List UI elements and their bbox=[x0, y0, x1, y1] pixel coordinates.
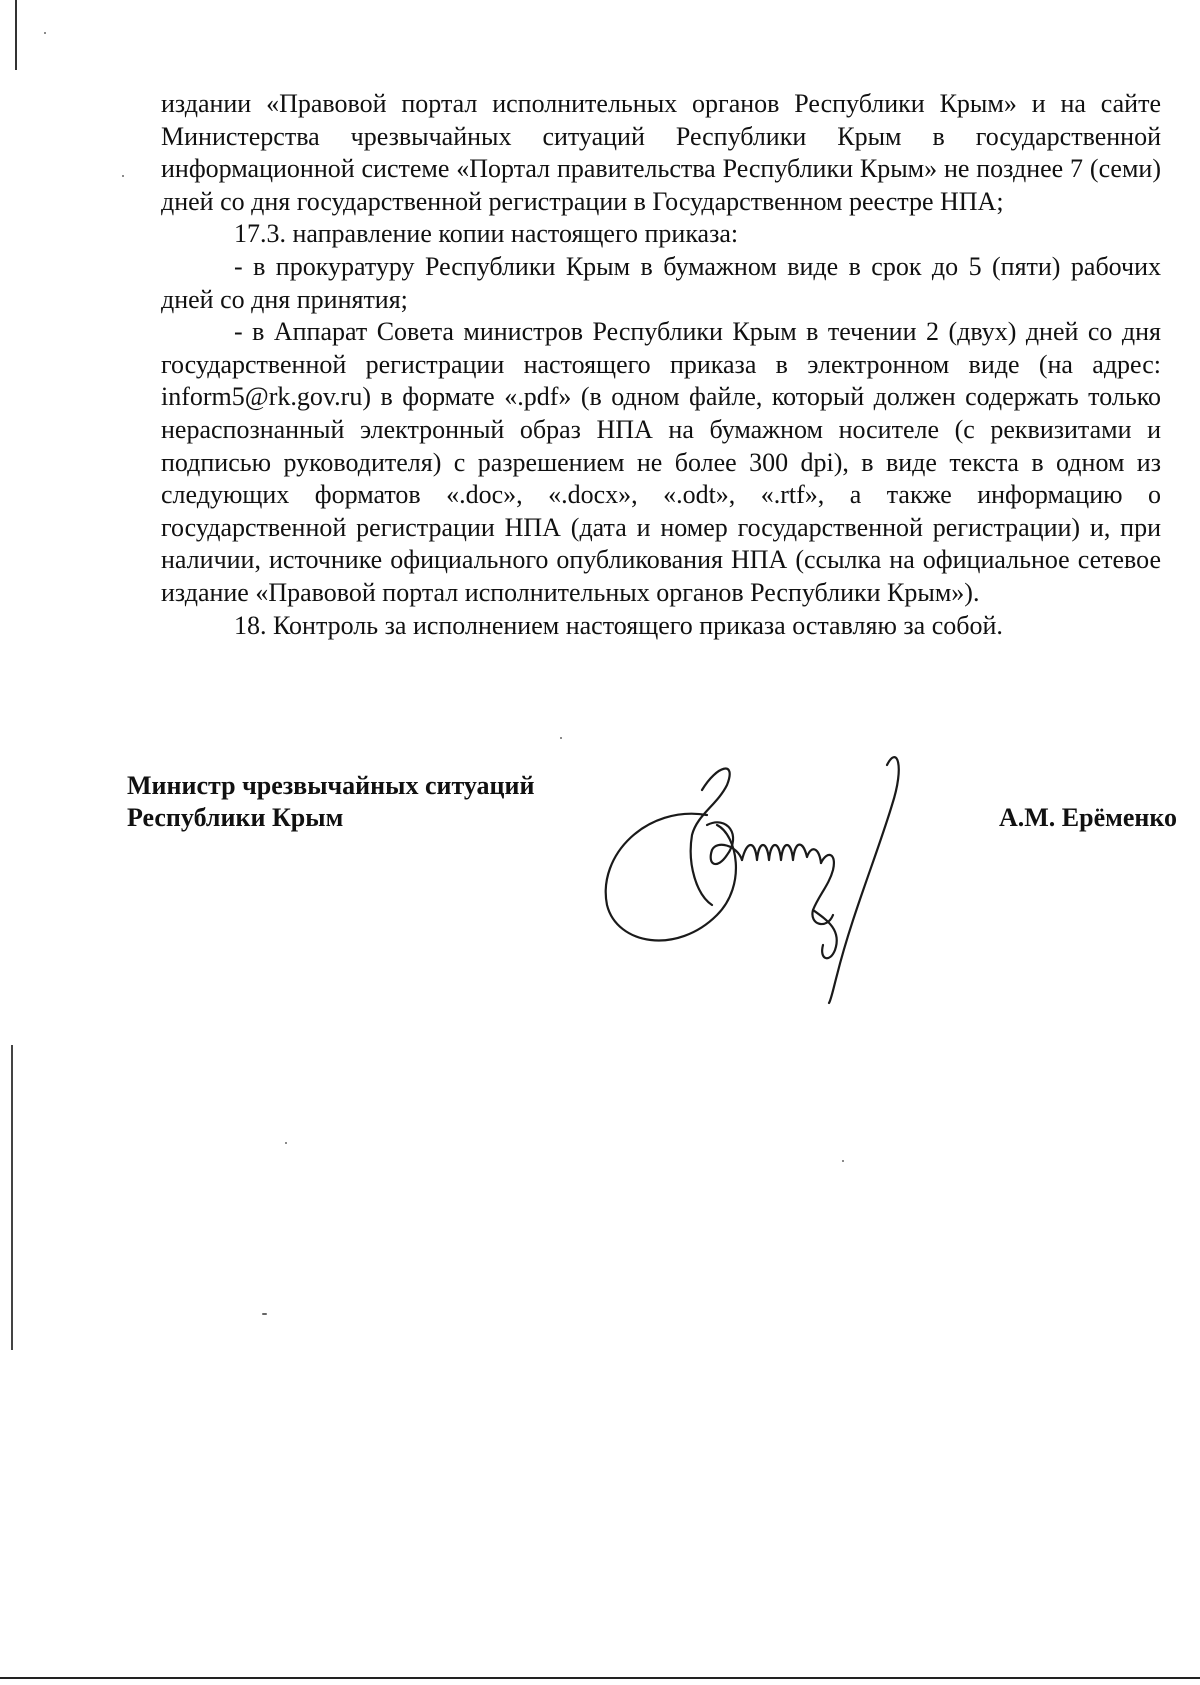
handwritten-signature bbox=[587, 745, 907, 1005]
signatory-title bbox=[127, 770, 535, 834]
paragraph: 17.3. направление копии настоящего приказа: bbox=[234, 219, 739, 249]
scan-edge-mark bbox=[15, 0, 17, 70]
signatory-title-line: Министр чрезвычайных ситуаций bbox=[127, 771, 535, 800]
scan-bottom-line bbox=[0, 1677, 1200, 1679]
scan-edge-mark bbox=[11, 1045, 13, 1350]
paragraph: - в прокуратуру Республики Крым в бумажном виде в срок до 5 (пяти) рабочих дней со дня принятия; bbox=[161, 251, 1161, 314]
signatory-title-line: Республики Крым bbox=[127, 803, 344, 832]
scan-speck bbox=[842, 1160, 844, 1162]
paragraph: 18. Контроль за исполнением настоящего приказа оставляю за собой. bbox=[234, 610, 1003, 640]
paragraph: издании «Правовой портал исполнительных органов Республики Крым» и на сайте Министерства чрезвычайных ситуаций Республики Крым в государственной информационной системе «Портал правительства Республики Крым» не позднее 7 (семи) дней со дня государственной регистрации в Государственном реестре НПА; bbox=[161, 89, 1161, 216]
scan-speck bbox=[285, 1142, 287, 1144]
signatory-name: А.М. Ерёменко bbox=[998, 803, 1177, 832]
paragraph: - в Аппарат Совета министров Республики Крым в течении 2 (двух) дней со дня государственной регистрации настоящего приказа в электронном виде (на адрес: inform5@rk.gov.ru) в формате «.pdf» (в одном файле, который должен содержать только нераспознанный электронный образ НПА на бумажном носителе (с реквизитами и подписью руководителя) с разрешением не более 300 dpi), в виде текста в одном из следующих форматов «.doc», «.docx», «.odt», «.rtf», а также информацию о государственной регистрации НПА (дата и номер государственной регистрации) и, при наличии, источнике официального опубликования НПА (ссылка на официальное сетевое издание «Правовой портал исполнительных органов Республики Крым»). bbox=[161, 317, 1161, 607]
signature-block bbox=[127, 770, 1177, 990]
scan-speck bbox=[122, 175, 124, 177]
scan-speck bbox=[560, 737, 562, 739]
document-body bbox=[161, 88, 1161, 642]
scan-speck bbox=[44, 32, 46, 34]
scan-speck bbox=[262, 1313, 267, 1315]
